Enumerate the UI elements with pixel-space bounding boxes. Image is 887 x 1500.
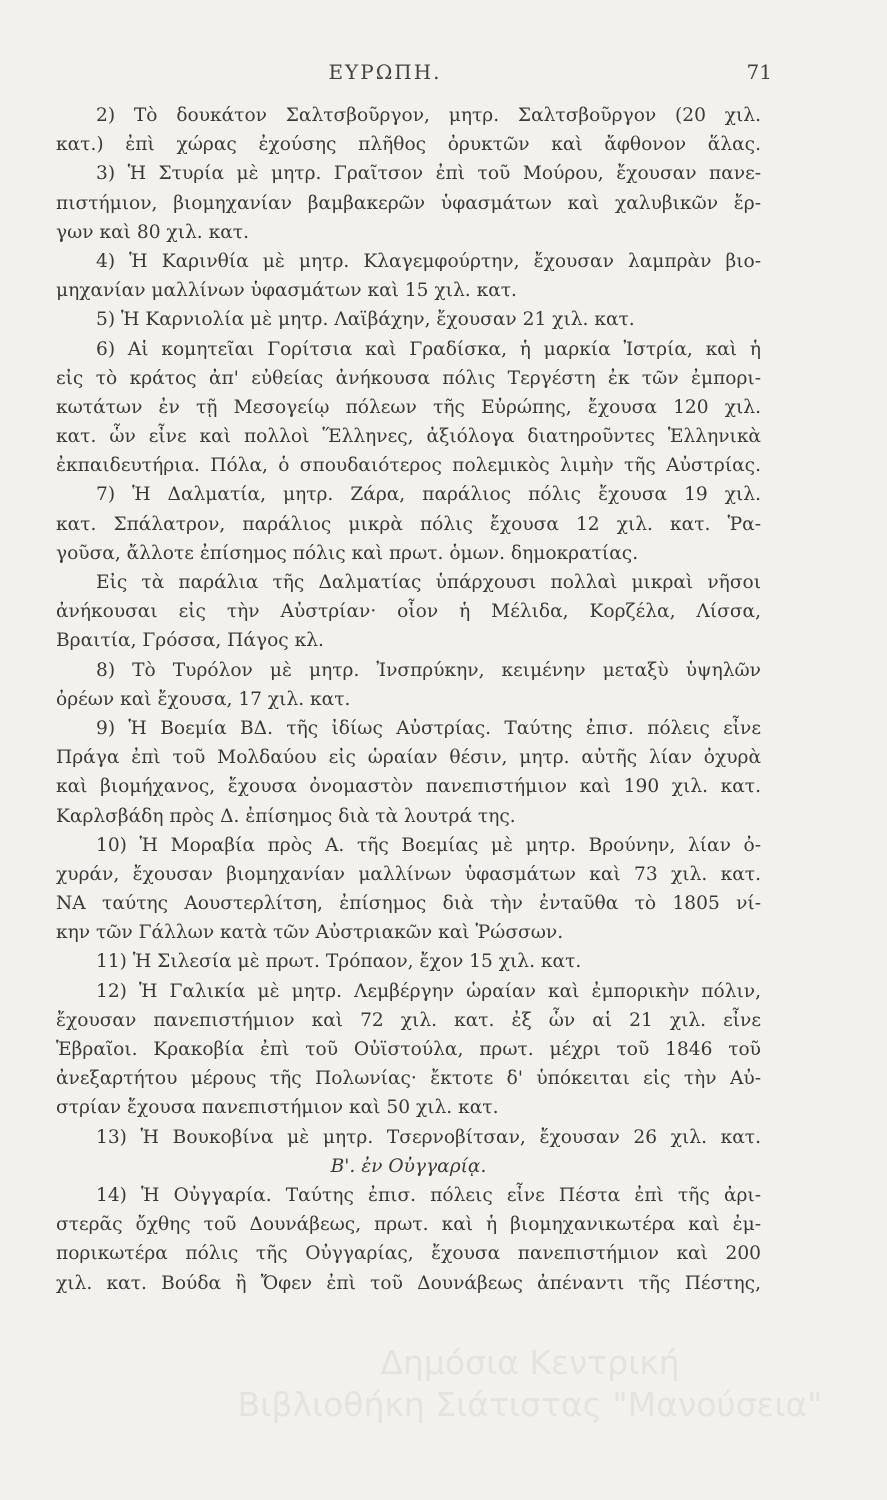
text-line: γοῦσα, ἄλλοτε ἐπίσημος πόλις καὶ πρωτ. ὁμων. δημοκρατίας. — [56, 542, 639, 564]
text-line: στερᾶς ὄχθης τοῦ Δουνάβεως, πρωτ. καὶ ἡ βιομηχανικωτέρα καὶ ἐμ- — [56, 1214, 761, 1236]
text-line: 13) Ἡ Βουκοβίνα μὲ μητρ. Τσερνοβίτσαν, ἔχουσαν 26 χιλ. κατ. — [96, 1126, 761, 1148]
text-line: Βραιτία, Γρόσσα, Πάγος κλ. — [56, 630, 324, 652]
library-watermark-line-1: Δημόσια Κεντρική — [380, 1343, 680, 1382]
text-line: 5) Ἡ Καρνιολία μὲ μητρ. Λαϊβάχην, ἔχουσαν 21 χιλ. κατ. — [96, 309, 635, 331]
text-line: 6) Αἱ κομητεῖαι Γορίτσια καὶ Γραδίσκα, ἡ μαρκία Ἰστρία, καὶ ἡ — [96, 338, 761, 360]
text-line: ἀνήκουσαι εἰς τὴν Αὐστρίαν· οἷον ἡ Μέλιδα, Κορζέλα, Λίσσα, — [56, 601, 761, 623]
text-line: ἔχουσαν πανεπιστήμιον καὶ 72 χιλ. κατ. ἐξ ὧν αἱ 21 χιλ. εἶνε — [56, 1009, 761, 1031]
text-line: 4) Ἡ Καρινθία μὲ μητρ. Κλαγεμφούρτην, ἔχουσαν λαμπρὰν βιο- — [96, 250, 761, 272]
text-line: κατ. Σπάλατρον, παράλιος μικρὰ πόλις ἔχουσα 12 χιλ. κατ. Ῥα- — [56, 513, 761, 535]
text-line: 2) Τὸ δουκάτον Σαλτσβοῦργον, μητρ. Σαλτσβοῦργον (20 χιλ. — [96, 105, 761, 126]
text-line: Εἰς τὰ παράλια τῆς Δαλματίας ὑπάρχουσι πολλαὶ μικραὶ νῆσοι — [96, 572, 761, 593]
text-line: πιστήμιον, βιομηχανίαν βαμβακερῶν ὑφασμάτων καὶ χαλυβικῶν ἔρ- — [56, 192, 761, 214]
text-line: 10) Ἡ Μοραβία πρὸς Α. τῆς Βοεμίας μὲ μητρ. Βρούνην, λίαν ὀ- — [96, 834, 761, 856]
text-line: 14) Ἡ Οὐγγαρία. Ταύτης ἐπισ. πόλεις εἶνε Πέστα ἐπὶ τῆς ἀρι- — [96, 1184, 761, 1206]
text-line: 3) Ἡ Στυρία μὲ μητρ. Γραῖτσον ἐπὶ τοῦ Μούρου, ἔχουσαν πανε- — [96, 163, 761, 185]
text-line: καὶ βιομήχανος, ἔχουσα ὀνομαστὸν πανεπιστήμιον καὶ 190 χιλ. κατ. — [56, 776, 761, 798]
text-line: κην τῶν Γάλλων κατὰ τῶν Αὐστριακῶν καὶ Ῥώσσων. — [56, 922, 564, 944]
text-line: 8) Τὸ Τυρόλον μὲ μητρ. Ἰνσπρύκην, κειμένην μεταξὺ ὑψηλῶν — [96, 659, 761, 681]
body-text — [56, 101, 761, 1298]
text-line: μηχανίαν μαλλίνων ὑφασμάτων καὶ 15 χιλ. κατ. — [56, 280, 517, 302]
text-line: κατ.) ἐπὶ χώρας ἐχούσης πλῆθος ὀρυκτῶν καὶ ἄφθονον ἅλας. — [56, 134, 761, 156]
text-line: πορικωτέρα πόλις τῆς Οὐγγαρίας, ἔχουσα πανεπιστήμιον καὶ 200 — [56, 1243, 761, 1265]
text-line: 7) Ἡ Δαλματία, μητρ. Ζάρα, παράλιος πόλις ἔχουσα 19 χιλ. — [96, 484, 761, 506]
text-line: 9) Ἡ Βοεμία ΒΔ. τῆς ἰδίως Αὐστρίας. Ταύτης ἐπισ. πόλεις εἶνε — [96, 717, 761, 739]
text-line: εἰς τὸ κράτος ἀπ' εὐθείας ἀνήκουσα πόλις Τεργέστη ἐκ τῶν ἐμπορι- — [56, 367, 761, 389]
text-line: ἐκπαιδευτήρια. Πόλα, ὁ σπουδαιότερος πολεμικὸς λιμὴν τῆς Αὐστρίας. — [56, 455, 761, 477]
section-heading: Β'. ἐν Οὐγγαρίᾳ. — [330, 1155, 487, 1177]
text-line: χιλ. κατ. Βούδα ἢ Ὄφεν ἐπὶ τοῦ Δουνάβεως ἀπέναντι τῆς Πέστης, — [56, 1272, 761, 1294]
page-header — [0, 56, 887, 92]
text-line: 12) Ἡ Γαλικία μὲ μητρ. Λεμβέργην ὡραίαν καὶ ἐμπορικὴν πόλιν, — [96, 980, 761, 1002]
text-line: χυράν, ἔχουσαν βιομηχανίαν μαλλίνων ὑφασμάτων καὶ 73 χιλ. κατ. — [56, 863, 761, 885]
text-line: Ἑβραῖοι. Κρακοβία ἐπὶ τοῦ Οὐϊστούλα, πρωτ. μέχρι τοῦ 1846 τοῦ — [56, 1039, 761, 1060]
text-line: Πράγα ἐπὶ τοῦ Μολδαύου εἰς ὡραίαν θέσιν, μητρ. αὐτῆς λίαν ὀχυρὰ — [56, 747, 761, 769]
text-line: ἀνεξαρτήτου μέρους τῆς Πολωνίας· ἔκτοτε δ' ὑπόκειται εἰς τὴν Αὐ- — [56, 1068, 761, 1090]
page-number: 71 — [746, 60, 772, 84]
text-line: κατ. ὧν εἶνε καὶ πολλοὶ Ἕλληνες, ἀξιόλογα διατηροῦντες Ἑλληνικὰ — [56, 426, 761, 448]
text-line: Καρλσβάδη πρὸς Δ. ἐπίσημος διὰ τὰ λουτρά της. — [56, 805, 516, 827]
text-line: ὀρέων καὶ ἔχουσα, 17 χιλ. κατ. — [56, 688, 351, 710]
text-line: γων καὶ 80 χιλ. κατ. — [56, 221, 249, 243]
running-title: ΕΥΡΩΠΗ. — [328, 60, 442, 84]
text-line: στρίαν ἔχουσα πανεπιστήμιον καὶ 50 χιλ. κατ. — [56, 1097, 499, 1119]
text-line: κωτάτων ἐν τῇ Μεσογείῳ πόλεων τῆς Εὐρώπης, ἔχουσα 120 χιλ. — [56, 396, 761, 418]
text-line: 11) Ἡ Σιλεσία μὲ πρωτ. Τρόπαον, ἔχον 15 χιλ. κατ. — [96, 951, 582, 973]
library-watermark-line-2: Βιβλιοθήκη Σιάτιστας "Μανούσεια" — [237, 1385, 823, 1424]
text-line: ΝΑ ταύτης Αουστερλίτση, ἐπίσημος διὰ τὴν ἐνταῦθα τὸ 1805 νί- — [56, 893, 761, 915]
